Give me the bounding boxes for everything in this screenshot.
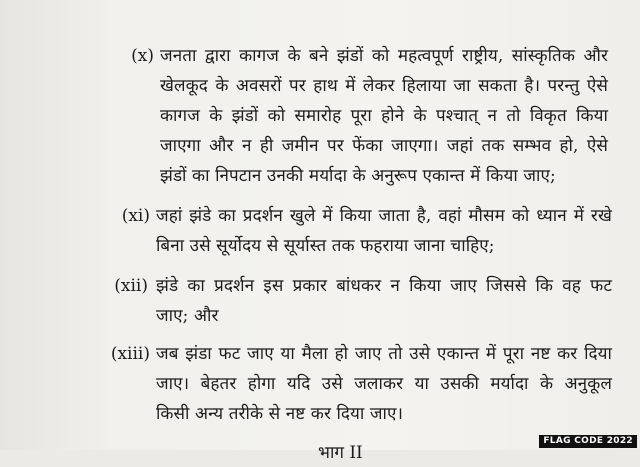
clause-line: जाए; और bbox=[156, 306, 219, 326]
clause-line: जब झंडा फट जाए या मैला हो जाए तो उसे एकान्त में पूरा नष्ट कर दिया bbox=[156, 344, 612, 364]
clause-line: जनता द्वारा कागज के बने झंडों को महत्वपूर्ण राष्ट्रीय, सांस्कृतिक और bbox=[160, 46, 608, 66]
clause-line: जाए। बेहतर होगा यदि उसे जलाकर या उसकी मर्यादा के अनुकूल bbox=[156, 374, 612, 394]
clause-marker: (xi) bbox=[121, 206, 150, 226]
clause-line: जाएगा और न ही जमीन पर फेंका जाएगा। जहां तक सम्भव हो, ऐसे bbox=[160, 136, 608, 156]
clause-marker: (xii) bbox=[114, 276, 148, 296]
clause-line: किसी अन्य तरीके से नष्ट कर दिया जाए। bbox=[156, 404, 404, 424]
clause-line: बिना उसे सूर्योदय से सूर्यास्त तक फहराया जाना चाहिए; bbox=[156, 236, 495, 256]
clause-marker: (xiii) bbox=[110, 344, 150, 364]
clause-line: झंडे का प्रदर्शन इस प्रकार बांधकर न किया जाए जिससे कि वह फट bbox=[156, 276, 612, 296]
flag-code-badge: FLAG CODE 2022 bbox=[539, 435, 637, 448]
clause-marker: (x) bbox=[131, 46, 154, 66]
cut-off-heading-text: भाग II bbox=[318, 443, 363, 463]
cut-off-heading bbox=[318, 437, 378, 463]
clause-line: कागज के झंडों को समारोह पूरा होने के पश्चात् न तो विकृत किया bbox=[160, 106, 608, 126]
clause-line: खेलकूद के अवसरों पर हाथ में लेकर हिलाया जा सकता है। परन्तु ऐसे bbox=[160, 76, 608, 96]
clause-line: जहां झंडे का प्रदर्शन खुले में किया जाता है, वहां मौसम को ध्यान में रखे bbox=[156, 206, 612, 226]
clause-line: झंडों का निपटान उनकी मर्यादा के अनुरूप एकान्त में किया जाए; bbox=[160, 166, 556, 186]
